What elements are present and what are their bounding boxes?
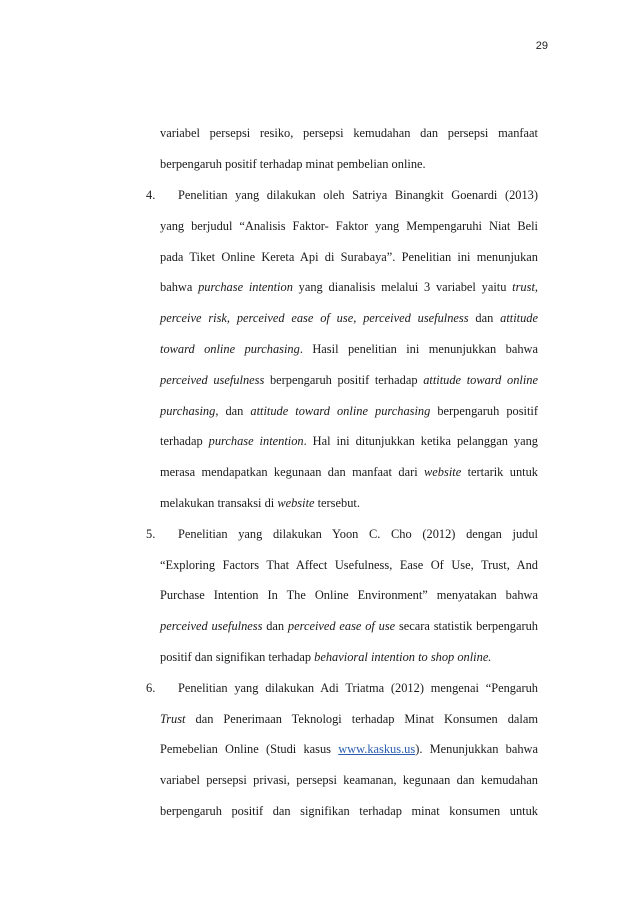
text-line: berpengaruh positif dan signifikan terhadap minat konsumen untuk [160, 804, 538, 818]
text-line: variabel persepsi resiko, persepsi kemudahan dan persepsi manfaat [160, 126, 538, 140]
text-line: “Exploring Factors That Affect Usefulness, Ease Of Use, Trust, And [160, 558, 538, 572]
list-number: 4. [146, 188, 156, 202]
text-line: perceive risk, perceived ease of use, perceived usefulness dan attitude [160, 311, 538, 325]
page-number: 29 [535, 40, 548, 52]
text-line: Pemebelian Online (Studi kasus www.kaskus.us). Menunjukkan bahwa [160, 742, 538, 756]
text-line: toward online purchasing. Hasil penelitian ini menunjukkan bahwa [160, 342, 538, 356]
text-line: Penelitian yang dilakukan Adi Triatma (2012) mengenai “Pengaruh [178, 681, 538, 695]
text-line: yang berjudul “Analisis Faktor- Faktor yang Mempengaruhi Niat Beli [160, 219, 538, 233]
text-line: variabel persepsi privasi, persepsi keamanan, kegunaan dan kemudahan [160, 773, 538, 787]
text-line: melakukan transaksi di website tersebut. [160, 496, 360, 510]
text-line: perceived usefulness dan perceived ease of use secara statistik berpengaruh [160, 619, 538, 633]
text-line: berpengaruh positif terhadap minat pembelian online. [160, 157, 426, 171]
text-line: Penelitian yang dilakukan Yoon C. Cho (2012) dengan judul [178, 527, 538, 541]
text-line: Purchase Intention In The Online Environment” menyatakan bahwa [160, 588, 538, 602]
text-line: terhadap purchase intention. Hal ini ditunjukkan ketika pelanggan yang [160, 434, 538, 448]
kaskus-link[interactable]: www.kaskus.us [338, 742, 416, 756]
text-line: pada Tiket Online Kereta Api di Surabaya”. Penelitian ini menunjukan [160, 250, 538, 264]
list-number: 5. [146, 527, 156, 541]
text-line: perceived usefulness berpengaruh positif terhadap attitude toward online [160, 373, 538, 387]
text-line: purchasing, dan attitude toward online purchasing berpengaruh positif [160, 404, 538, 418]
text-line: Trust dan Penerimaan Teknologi terhadap Minat Konsumen dalam [160, 712, 538, 726]
text-line: merasa mendapatkan kegunaan dan manfaat dari website tertarik untuk [160, 465, 538, 479]
list-number: 6. [146, 681, 156, 695]
text-line: positif dan signifikan terhadap behavioral intention to shop online. [160, 650, 492, 664]
text-line: Penelitian yang dilakukan oleh Satriya Binangkit Goenardi (2013) [178, 188, 538, 202]
text-line: bahwa purchase intention yang dianalisis melalui 3 variabel yaitu trust, [160, 280, 538, 294]
